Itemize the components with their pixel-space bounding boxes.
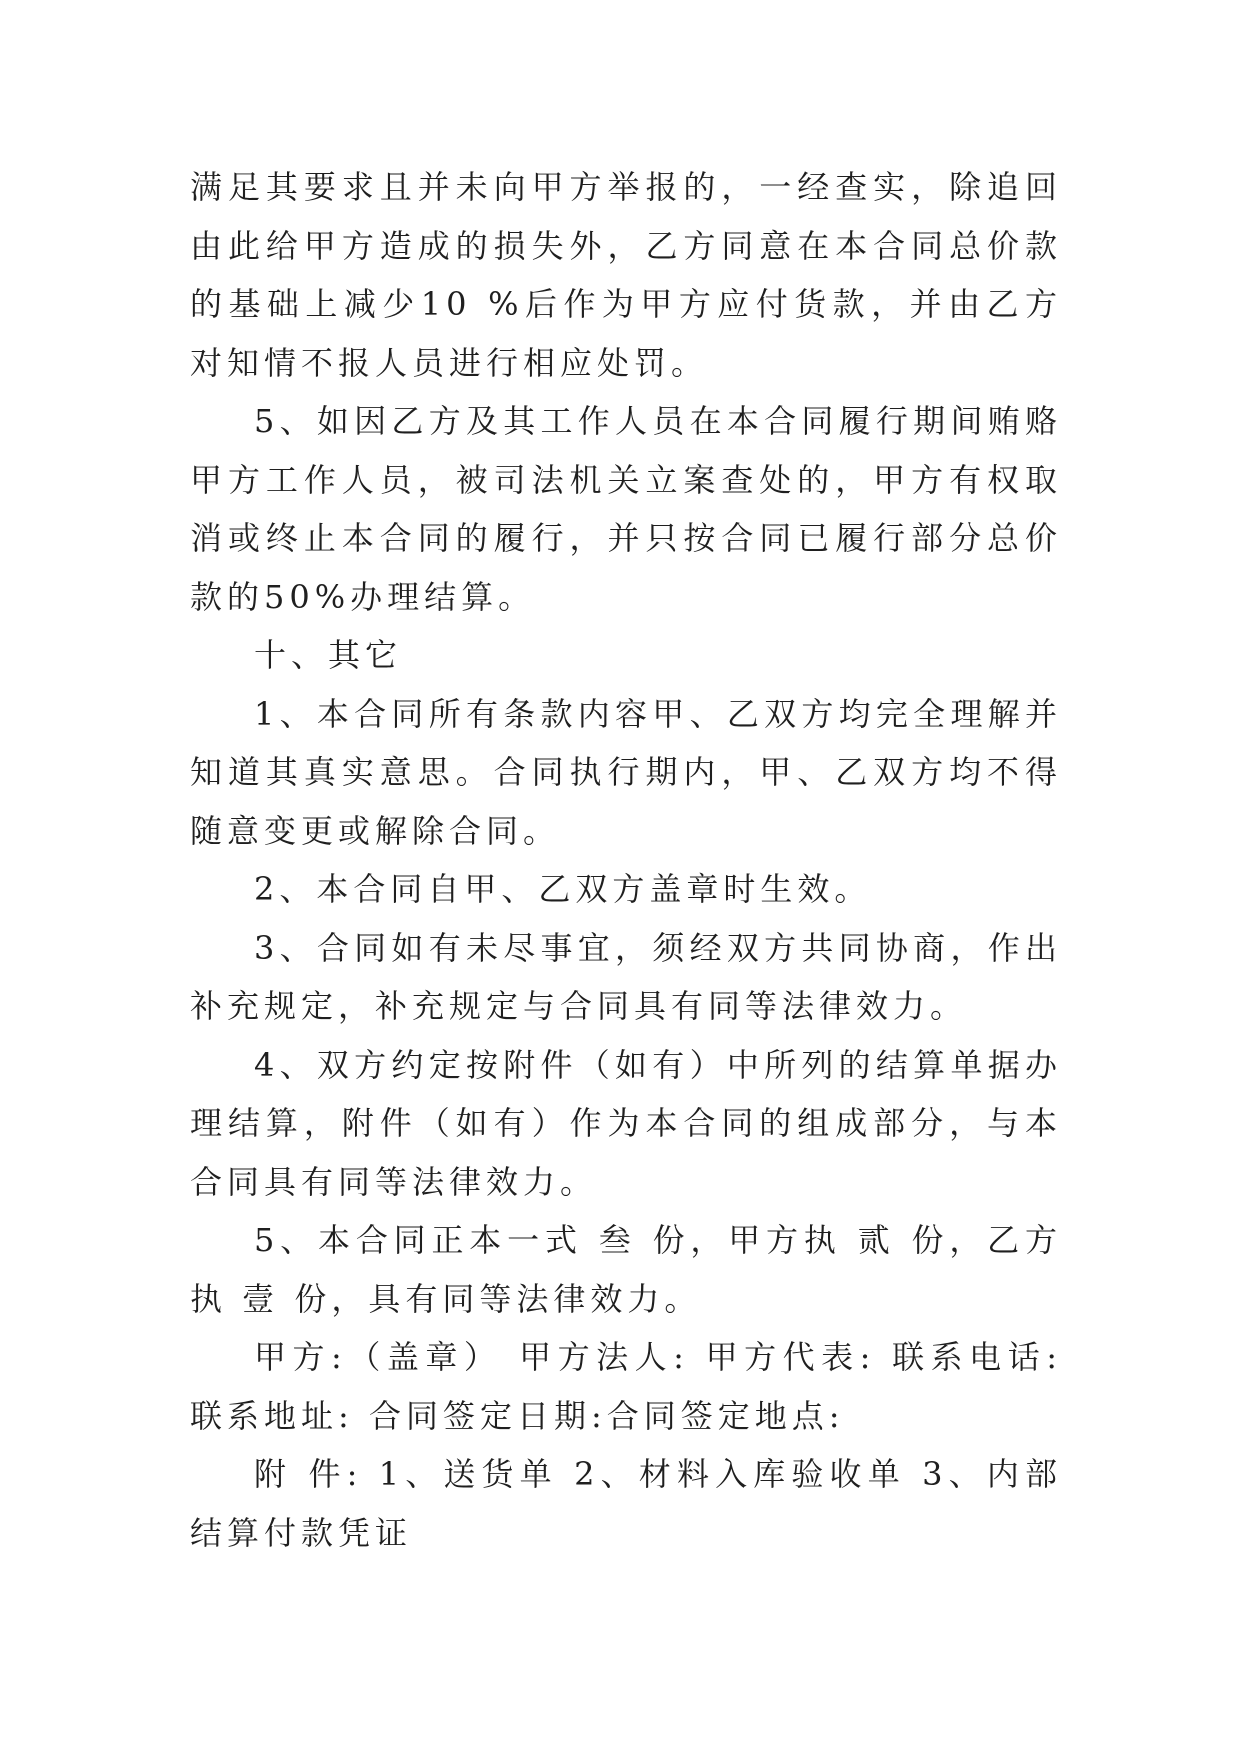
paragraph-clause-5-copies: 5、本合同正本一式 叁 份，甲方执 贰 份，乙方执 壹 份，具有同等法律效力。 xyxy=(190,1221,1062,1318)
paragraph-penalty-continued: 满足其要求且并未向甲方举报的，一经查实，除追回由此给甲方造成的损失外，乙方同意在本合同总价款的基础上减少10 %后作为甲方应付货款，并由乙方对知情不报人员进行相应处罚。 xyxy=(190,168,1062,382)
attachments-list: 附 件: 1、送货单 2、材料入库验收单 3、内部结算付款凭证 xyxy=(190,1455,1062,1552)
paragraph-clause-1: 1、本合同所有条款内容甲、乙双方均完全理解并知道其真实意思。合同执行期内，甲、乙双方均不得随意变更或解除合同。 xyxy=(190,694,1062,850)
paragraph-clause-3: 3、合同如有未尽事宜，须经双方共同协商，作出补充规定，补充规定与合同具有同等法律效力。 xyxy=(190,928,1062,1025)
paragraph-clause-2: 2、本合同自甲、乙双方盖章时生效。 xyxy=(254,870,872,908)
paragraph-clause-5-bribery: 5、如因乙方及其工作人员在本合同履行期间贿赂甲方工作人员，被司法机关立案查处的，甲方有权取消或终止本合同的履行，并只按合同已履行部分总价款的50%办理结算。 xyxy=(190,402,1062,616)
paragraph-clause-4: 4、双方约定按附件（如有）中所列的结算单据办理结算，附件（如有）作为本合同的组成部分，与本合同具有同等法律效力。 xyxy=(190,1045,1062,1201)
document-body xyxy=(190,158,1062,1562)
section-heading-other: 十、其它 xyxy=(254,636,403,674)
signature-block: 甲方:（盖章） 甲方法人: 甲方代表: 联系电话:联系地址: 合同签定日期:合同签定地点: xyxy=(190,1338,1062,1435)
